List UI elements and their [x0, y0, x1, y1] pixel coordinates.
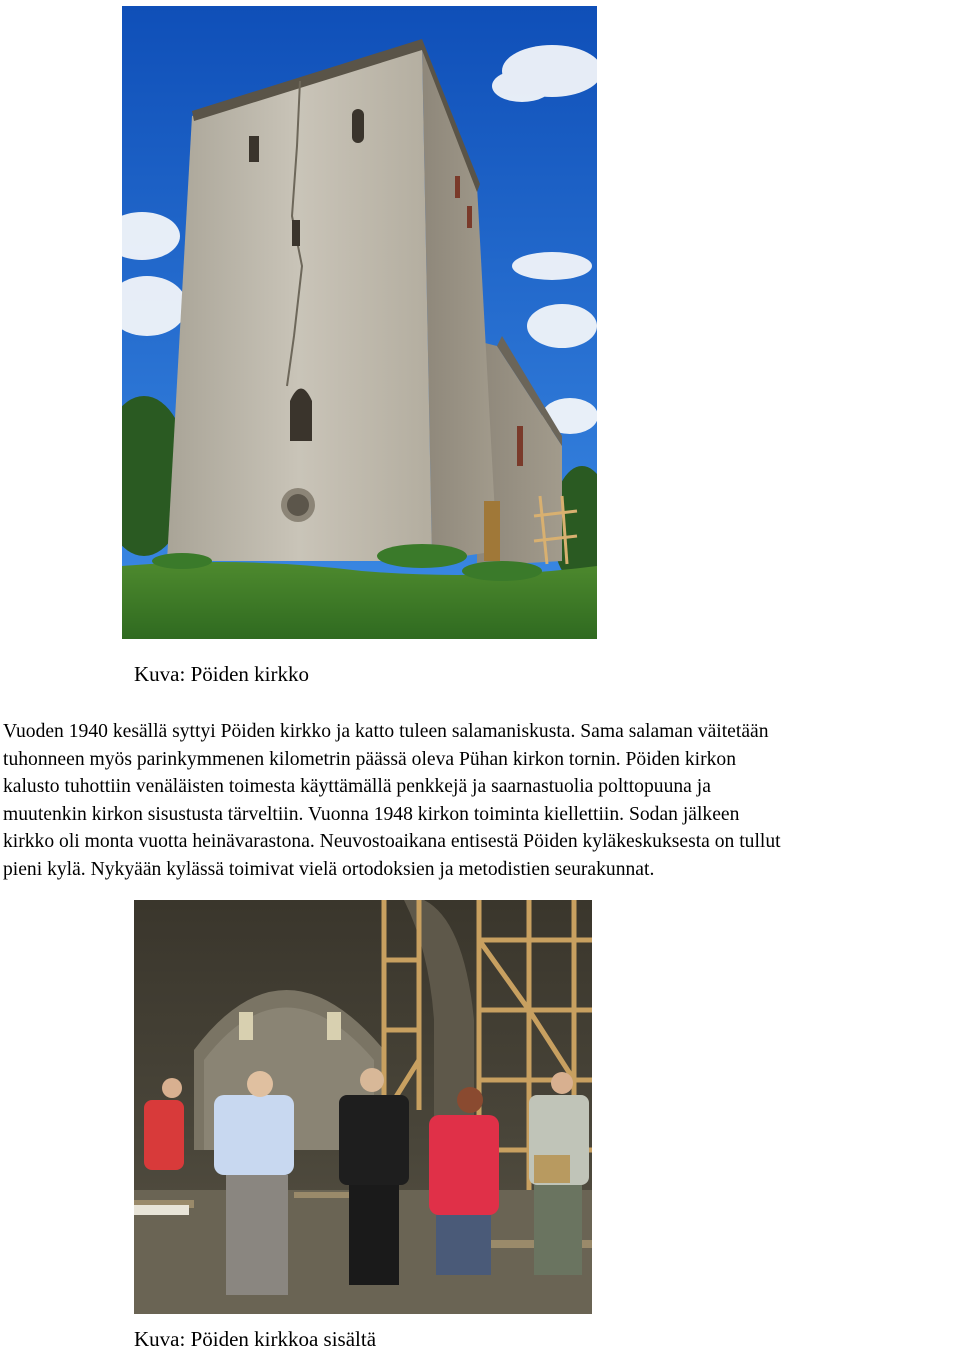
church-interior-illustration [134, 900, 592, 1314]
paragraph-line: tuhonneen myös parinkymmenen kilometrin päässä oleva Pühan kirkon tornin. Pöiden kirkon [3, 748, 737, 770]
church-exterior-illustration [122, 6, 597, 639]
paragraph-line: Vuoden 1940 kesällä syttyi Pöiden kirkko ja katto tuleen salamaniskusta. Sama salaman väitetään [3, 721, 769, 742]
paragraph-line: pieni kylä. Nykyään kylässä toimivat vielä ortodoksien ja metodistien seurakunnat. [3, 858, 655, 880]
paragraph-line: kalusto tuhottiin venäläisten toimesta käyttämällä penkkejä ja saarnastuolia polttopuuna ja [3, 776, 711, 797]
church-interior-photo [134, 900, 592, 1314]
body-paragraph [3, 718, 959, 883]
exterior-photo-caption: Kuva: Pöiden kirkko [134, 662, 309, 686]
interior-photo-caption: Kuva: Pöiden kirkkoa sisältä [134, 1327, 377, 1351]
church-exterior-photo [122, 6, 597, 639]
paragraph-line: muutenkin kirkon sisustusta tärveltiin. Vuonna 1948 kirkon toiminta kiellettiin. Sodan jälkeen [3, 803, 740, 825]
paragraph-line: kirkko oli monta vuotta heinävarastona. Neuvostoaikana entisestä Pöiden kyläkeskuksesta on tullut [3, 831, 781, 852]
